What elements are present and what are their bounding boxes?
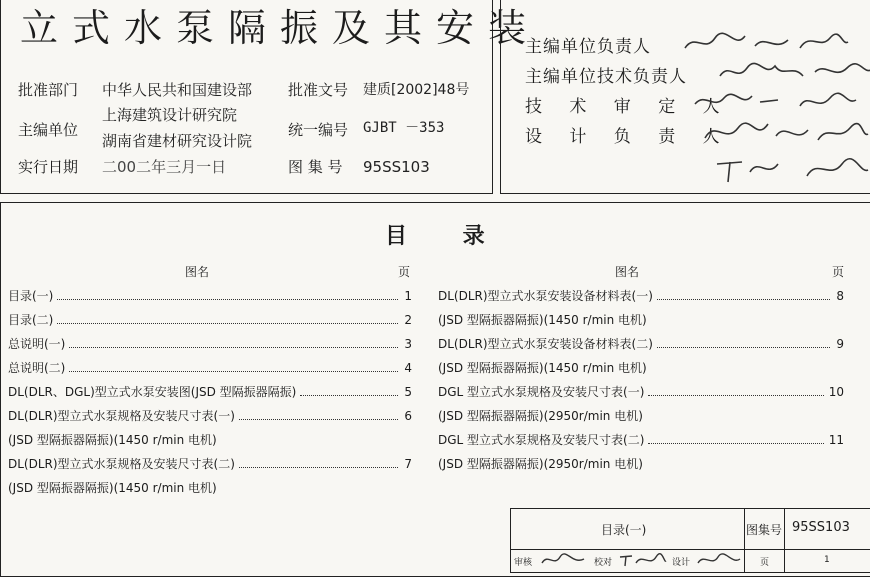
- toc-entry[interactable]: 总说明(二) 4: [8, 361, 412, 375]
- title-block-divider-v1: [744, 508, 745, 573]
- effective-date: 二00二年三月一日: [102, 158, 227, 176]
- atlas-no-label: 图 集 号: [288, 158, 343, 176]
- designer-label: 设 计 负 责 人: [525, 127, 731, 147]
- check-signature: [618, 551, 668, 569]
- toc-right-col-page: 页: [832, 265, 845, 279]
- signature-tech-head: [715, 58, 870, 88]
- toc-entry[interactable]: DGL 型立式水泵规格及安装尺寸表(二) 11: [438, 433, 844, 447]
- signature-unit-head: [680, 28, 850, 58]
- signature-designer: [700, 118, 870, 152]
- title-block-divider-v2: [784, 508, 785, 549]
- design-label: 设计: [672, 558, 691, 568]
- toc-entry-continuation: (JSD 型隔振器隔振)(2950r/min 电机): [438, 409, 643, 423]
- toc-entry[interactable]: 目录(二) 2: [8, 313, 412, 327]
- title-block-atlas-no: 95SS103: [792, 520, 850, 535]
- approval-dept-label: 批准部门: [18, 81, 79, 99]
- toc-title: 目 录: [385, 224, 509, 249]
- editor-label: 主编单位: [18, 121, 79, 139]
- unified-no: GJBT －353: [363, 120, 445, 136]
- title-block-divider-h: [510, 549, 870, 550]
- sheet-name: 目录(一): [601, 523, 647, 537]
- toc-entry-continuation: (JSD 型隔振器隔振)(2950r/min 电机): [438, 457, 643, 471]
- tech-head-label: 主编单位技术负责人: [525, 67, 687, 87]
- page-label: 页: [760, 558, 770, 568]
- review-label: 审核: [514, 558, 533, 568]
- signature-reviewer: [690, 88, 860, 118]
- editor-1: 上海建筑设计研究院: [102, 106, 238, 124]
- toc-entry[interactable]: DL(DLR)型立式水泵安装设备材料表(一) 8: [438, 289, 844, 303]
- approval-dept: 中华人民共和国建设部: [102, 81, 253, 99]
- toc-left-col-page: 页: [398, 265, 411, 279]
- unit-head-label: 主编单位负责人: [525, 37, 651, 57]
- atlas-no: 95SS103: [363, 158, 430, 176]
- signature-extra: [712, 152, 870, 188]
- toc-entry[interactable]: 目录(一) 1: [8, 289, 412, 303]
- toc-right-col-name: 图名: [615, 265, 640, 279]
- page-number: 1: [824, 555, 830, 565]
- toc-entry-continuation: (JSD 型隔振器隔振)(1450 r/min 电机): [438, 313, 647, 327]
- toc-entry[interactable]: DL(DLR)型立式水泵规格及安装尺寸表(二) 7: [8, 457, 412, 471]
- page-title: 立式水泵隔振及其安装: [20, 6, 541, 50]
- toc-entry-continuation: (JSD 型隔振器隔振)(1450 r/min 电机): [8, 433, 217, 447]
- review-signature: [540, 551, 588, 569]
- approval-doc: 建质[2002]48号: [363, 82, 470, 98]
- effective-date-label: 实行日期: [18, 158, 79, 176]
- toc-entry[interactable]: DGL 型立式水泵规格及安装尺寸表(一) 10: [438, 385, 844, 399]
- toc-entry[interactable]: 总说明(一) 3: [8, 337, 412, 351]
- approval-doc-label: 批准文号: [288, 81, 349, 99]
- design-signature: [696, 551, 742, 569]
- reviewer-label: 技 术 审 定 人: [525, 97, 731, 117]
- unified-no-label: 统一编号: [288, 121, 349, 139]
- title-block-divider-v3: [784, 549, 785, 573]
- atlas-label: 图集号: [746, 523, 783, 537]
- toc-left-col-name: 图名: [185, 265, 210, 279]
- toc-entry[interactable]: DL(DLR、DGL)型立式水泵安装图(JSD 型隔振器隔振) 5: [8, 385, 412, 399]
- toc-entry[interactable]: DL(DLR)型立式水泵安装设备材料表(二) 9: [438, 337, 844, 351]
- check-label: 校对: [594, 558, 613, 568]
- toc-entry-continuation: (JSD 型隔振器隔振)(1450 r/min 电机): [8, 481, 217, 495]
- toc-entry-continuation: (JSD 型隔振器隔振)(1450 r/min 电机): [438, 361, 647, 375]
- toc-entry[interactable]: DL(DLR)型立式水泵规格及安装尺寸表(一) 6: [8, 409, 412, 423]
- editor-2: 湖南省建材研究设计院: [102, 132, 253, 150]
